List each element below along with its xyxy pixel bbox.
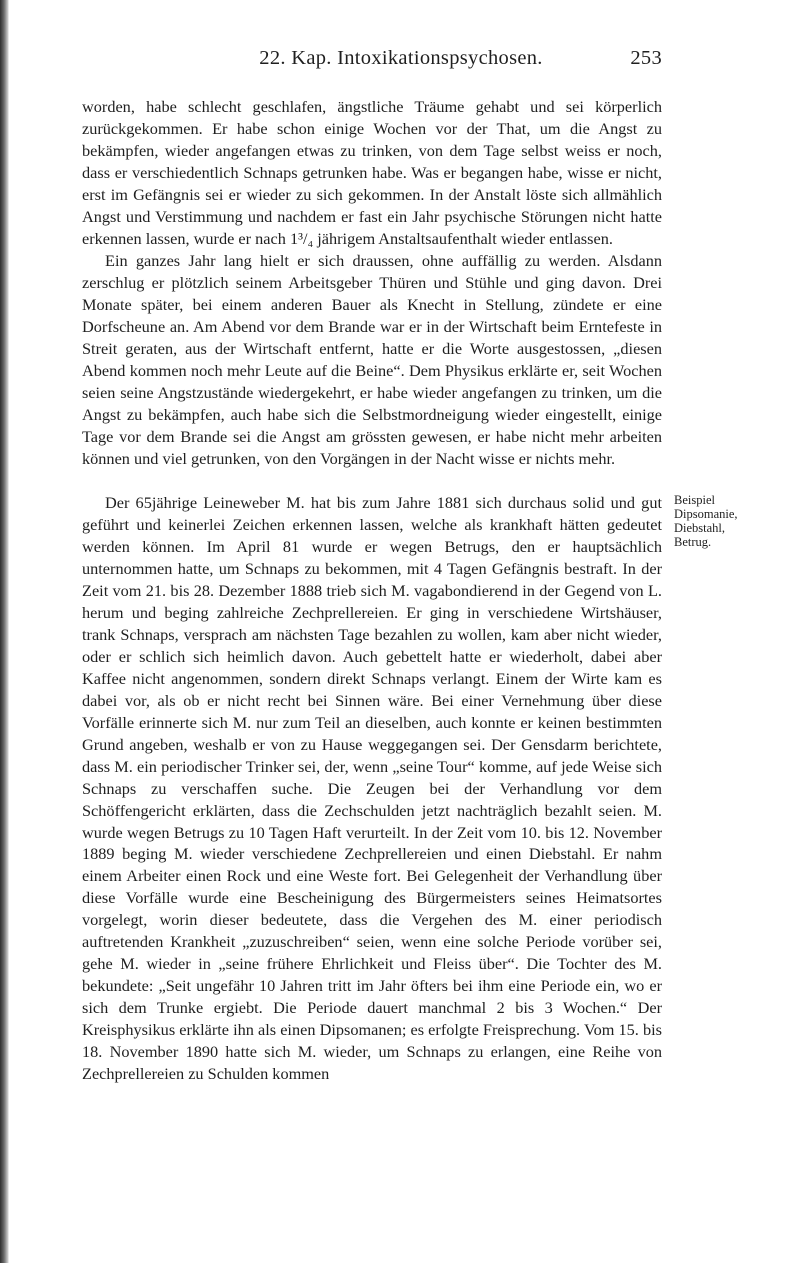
paragraph: Ein ganzes Jahr lang hielt er sich draussen, ohne auffällig zu werden. Alsdann zerschlug er plötzlich seinem Arbeitsgeber Thüren und Stühle und ging davon. Drei Monate später, bei einem anderen Bauer als Knecht in Stellung, zündete er eine Dorfscheune an. Am Abend vor dem Brande war er in der Wirtschaft beim Erntefeste in Streit geraten, aus der Wirtschaft entfernt, hatte er die Worte ausgestossen, „diesen Abend kommen noch mehr Leute auf die Beine“. Dem Physikus erklärte er, seit Wochen seien seine Angstzustände wiedergekehrt, er habe wieder angefangen zu trinken, um die Angst zu bekämpfen, auch habe sich die Selbstmordneigung wieder eingestellt, einige Tage vor dem Brande sei die Angst am grössten gewesen, er habe nicht mehr arbeiten können und viel getrunken, von den Vorgängen in der Nacht wisse er nichts mehr. [82, 250, 662, 468]
running-title: 22. Kap. Intoxikationspsychosen. [259, 47, 543, 69]
page-number: 253 [630, 47, 662, 69]
margin-note-line: Beispiel [674, 493, 715, 507]
page-header [140, 47, 662, 73]
margin-note-line: Diebstahl, [674, 521, 726, 535]
paragraph-case-report: Der 65jährige Leineweber M. hat bis zum Jahre 1881 sich durchaus solid und gut geführt und keinerlei Zeichen erkennen lassen, welche als krankhaft hätten gedeutet werden können. Im April 81 wurde er wegen Betrugs, den er hauptsächlich unternommen hatte, um Schnaps zu bekommen, mit 4 Tagen Gefängnis bestraft. In der Zeit vom 21. bis 28. Dezember 1888 trieb sich M. vagabondierend in der Gegend von L. herum und beging zahlreiche Zechprellereien. Er ging in verschiedene Wirtshäuser, trank Schnaps, versprach am nächsten Tage bezahlen zu wollen, kam aber nicht wieder, oder er schlich sich heimlich davon. Auch gebettelt hatte er wiederholt, dabei aber Kaffee nicht angenommen, sondern direkt Schnaps verlangt. Einem der Wirte kam es dabei vor, als ob er nicht recht bei Sinnen wäre. Bei einer Vernehmung über diese Vorfälle erinnerte sich M. nur zum Teil an dieselben, auch konnte er keinen bestimmten Grund angeben, weshalb er von zu Hause weggegangen sei. Der Gensdarm berichtete, dass M. ein periodischer Trinker sei, der, wenn „seine Tour“ komme, auf jede Weise sich Schnaps zu verschaffen suche. Die Zeugen bei der Verhandlung vor dem Schöffengericht erklärten, dass die Zechschulden jetzt nachträglich bezahlt seien. M. wurde wegen Betrugs zu 10 Tagen Haft verurteilt. In der Zeit vom 10. bis 12. November 1889 beging M. wieder verschiedene Zechprellereien und einen Diebstahl. Er nahm einem Arbeiter einen Rock und eine Weste fort. Bei Gelegenheit der Verhandlung über diese Vorfälle wurde eine Bescheinigung des Bürgermeisters seines Heimatsortes vorgelegt, worin dieser bedeutete, dass die Vergehen des M. einer periodisch auftretenden Krankheit „zuzuschreiben“ seien, wenn eine solche Periode vorüber sei, gehe M. wieder in „seine frühere Ehrlichkeit und Fleiss über“. Die Tochter des M. bekundete: „Seit ungefähr 10 Jahren tritt im Jahr öfters bei ihm eine Periode ein, wo er sich dem Trunke ergiebt. Die Periode dauert manchmal 2 bis 3 Wochen.“ Der Kreisphysikus erklärte ihn als einen Dipsomanen; es erfolgte Freisprechung. Vom 15. bis 18. November 1890 hatte sich M. wieder, um Schnaps zu erlangen, eine Reihe von Zechprellereien zu Schulden kommen [82, 492, 662, 1084]
margin-note-line: Dipsomanie, [674, 507, 738, 521]
margin-note-line: Betrug. [674, 535, 712, 549]
binding-edge [0, 0, 9, 1263]
margin-note [674, 493, 792, 549]
body-text [82, 96, 662, 1085]
paragraph-continued: worden, habe schlecht geschlafen, ängstliche Träume gehabt und sei körperlich zurückgekommen. Er habe schon einige Wochen vor der That, um die Angst zu bekämpfen, wieder angefangen etwas zu trinken, von dem Tage selbst weiss er noch, dass er verschiedentlich Schnaps getrunken habe. Was er begangen habe, wisse er nicht, erst im Gefängnis sei er wieder zu sich gekommen. In der Anstalt löste sich allmählich Angst und Verstimmung und nachdem er fast ein Jahr psychische Störungen nicht hatte erkennen lassen, wurde er nach 1³/₄ jährigem Anstaltsaufenthalt wieder entlassen. [82, 97, 662, 248]
